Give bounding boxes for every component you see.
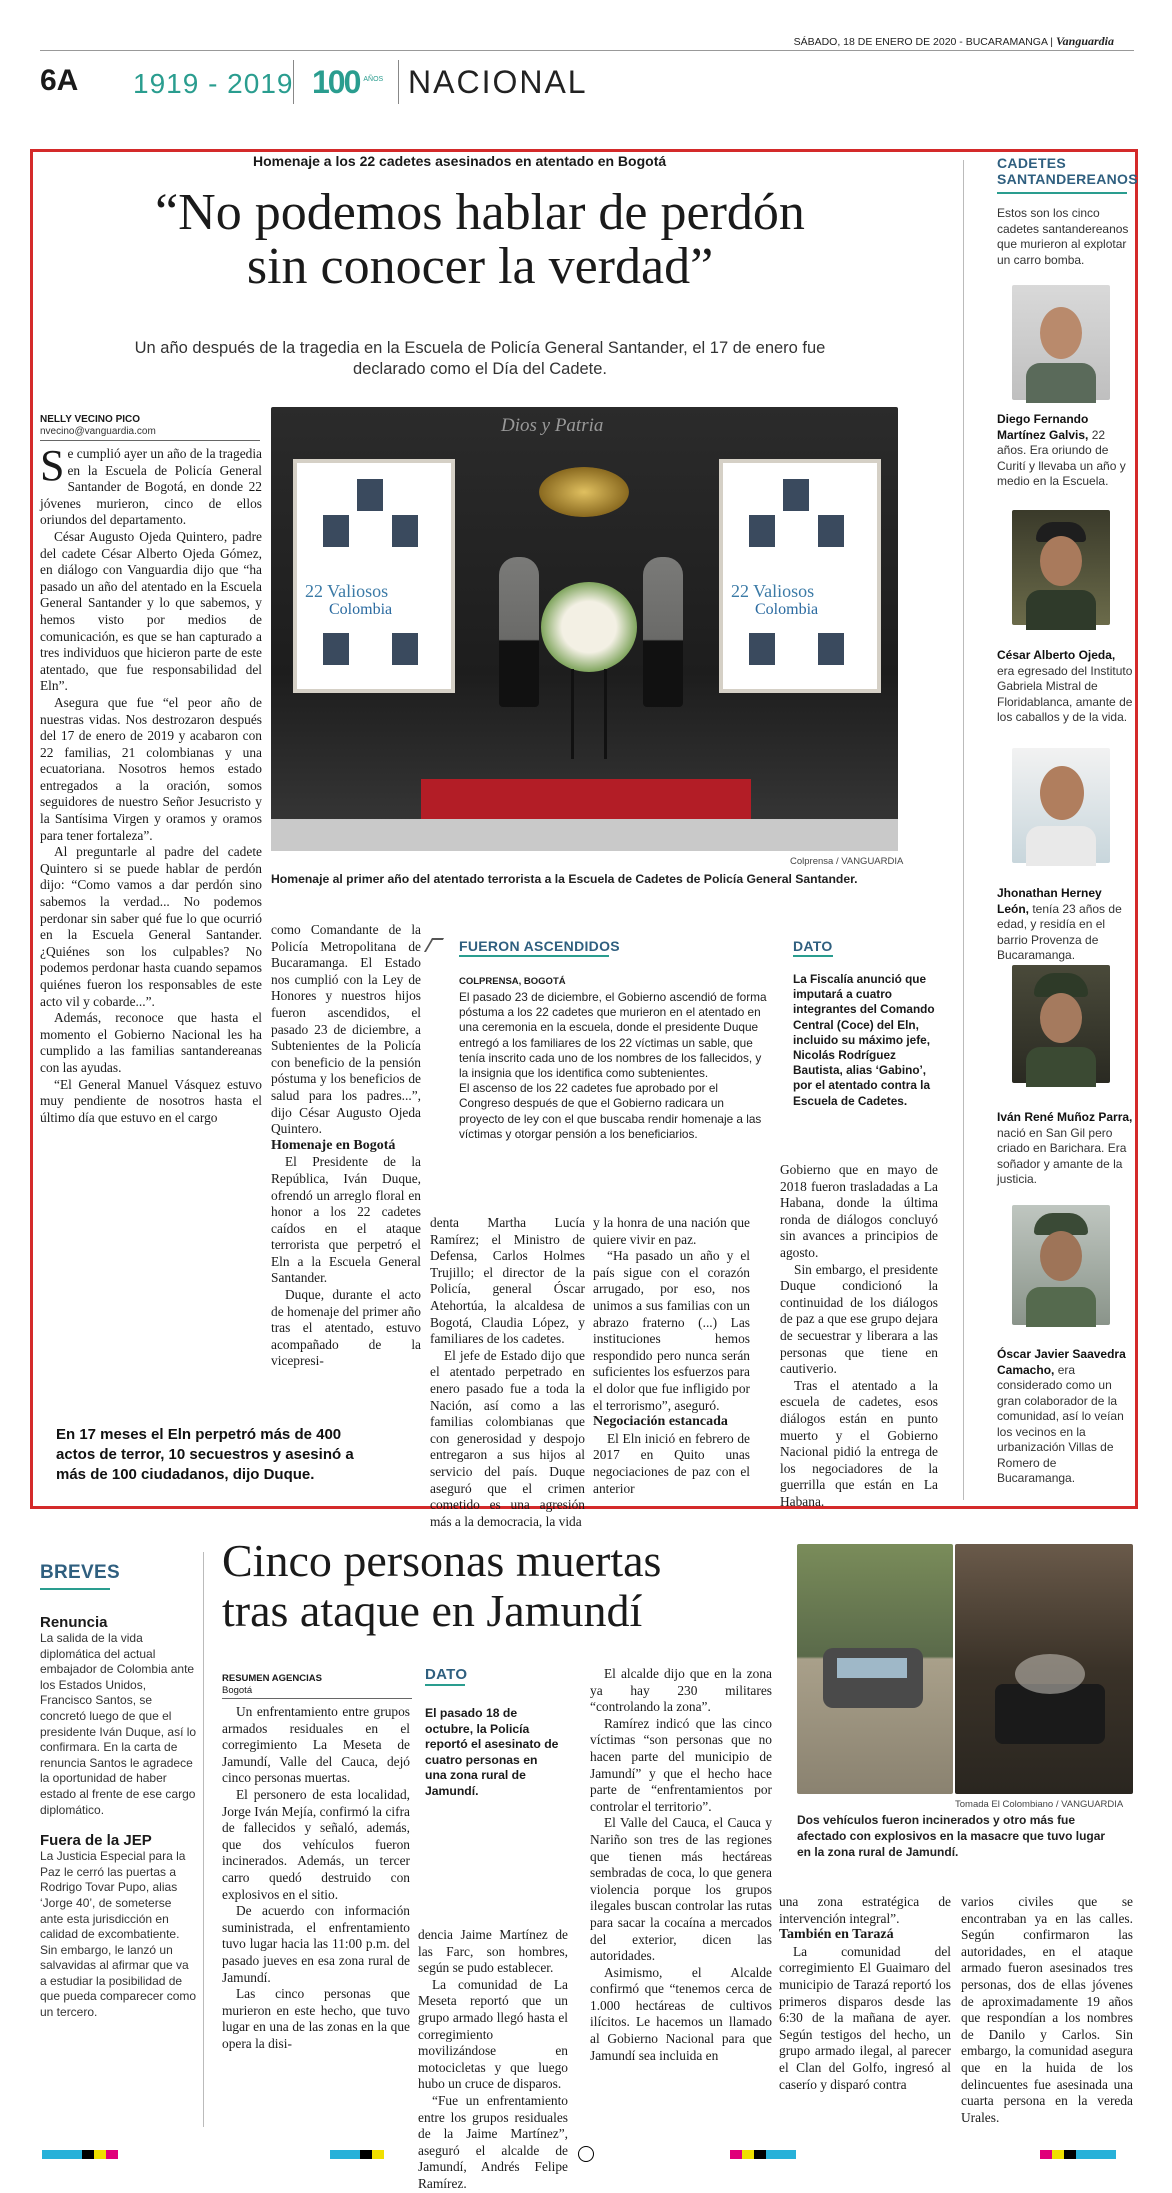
color-bar xyxy=(742,2150,754,2159)
paragraph: El Eln inició en febrero de 2017 en Quito unas negociaciones de paz con el anterior xyxy=(593,1430,750,1496)
paragraph: denta Martha Lucía Ramírez; el Ministro de Defensa, Carlos Holmes Trujillo; el director de la Policía, general Óscar Atehortúa, la alcaldesa de Bogotá, Claudia López, y familiares de los cadetes. xyxy=(430,1215,585,1347)
deck xyxy=(60,338,900,380)
paragraph: Un enfrentamiento entre grupos armados residuales en el corregimiento La Meseta de Jamundí, Valle del Cauca, dejó cinco personas muertas. xyxy=(222,1704,410,1786)
paragraph: Las cinco personas que murieron en este hecho, que tuvo lugar en una de las zonas en la que opera la disi- xyxy=(222,1986,410,2051)
breve-body: La salida de la vida diplomática del actual embajador de Colombia ante los Estados Unidos, Francisco Santos, se concretó luego de que el presidente Iván Duque, así lo confirmara. En la carta de renuncia Santos le agradece la oportunidad de haber estado al frente de ese cargo diplomático. xyxy=(40,1631,197,1817)
second-byline-rule xyxy=(222,1698,412,1699)
second-photo-right xyxy=(955,1544,1133,1794)
cadet-face xyxy=(1040,536,1082,586)
second-headline-line-2: tras ataque en Jamundí xyxy=(222,1585,643,1636)
paragraph: Además, reconoce que hasta el momento el Gobierno Nacional les ha cumplido a las familias santandereanas con las ayudas. xyxy=(40,1010,262,1075)
right-poster xyxy=(719,459,881,693)
section-name: NACIONAL xyxy=(408,64,588,100)
paragraph: una zona estratégica de intervención integral”. xyxy=(779,1894,951,1926)
second-dato-rule xyxy=(425,1684,465,1686)
paragraph: “Ha pasado un año y el país sigue con el corazón arrugado, por eso, nos unimos a sus familias con un abrazo fraterno (...) Las instituciones hemos respondido pero nunca serán suficientes los esfuerzos para el dolor que fue infligido por el terrorismo”, aseguró. xyxy=(593,1248,750,1413)
byline: NELLY VECINO PICO xyxy=(40,414,141,425)
color-bar xyxy=(730,2150,742,2159)
poster-title: 22 Valiosos xyxy=(731,581,815,601)
paragraph: El alcalde dijo que en la zona ya hay 230 militares “controlando la zona”. xyxy=(590,1666,772,1715)
breves-title-rule xyxy=(40,1588,110,1590)
paragraph: El Valle del Cauca, el Cauca y Nariño son tres de las regiones que tienen más hectáreas sembradas de coca, lo que genera violencia porque los grupos ilegales buscan controlar las rutas para sacar la cocaína a mercados del exterior, dicen las autoridades. xyxy=(590,1815,772,1964)
paragraph: Al preguntarle al padre del cadete Quintero si se puede hablar de perdón dijo: “Como vamos a dar perdón sino sabemos la verdad... No podemos perdonar sin saber qué fue lo que ocurrió en la Escuela General Santander. ¿Quiénes son los culpables? No podemos perdonar hasta cuando sepamos quiénes fueron los responsables de este acto vil y cobarde...”. xyxy=(40,844,262,1009)
dato-body: La Fiscalía anunció que imputará a cuatro integrantes del Comando Central (Coce) del Eln, incluido su máximo jefe, Nicolás Rodríguez Bautista, alias ‘Gabino’, por el atentado contra la Escuela de Cadetes. xyxy=(793,972,935,1108)
paragraph: El Presidente de la República, Iván Duque, ofrendó un arreglo floral en honor a los 22 cadetes caídos en el ataque terrorista que perpetró el Eln a la Escuela General Santander. xyxy=(271,1154,421,1286)
poster-portrait xyxy=(783,479,809,511)
sidebar-divider xyxy=(963,160,964,1500)
ascendidos-paragraph: El ascenso de los 22 cadetes fue aprobado por el Congreso después de que el Gobierno radicara un proyecto de ley con el que buscaba rendir homenaje a las víctimas y otorgar pensión a los beneficiarios. xyxy=(459,1081,762,1141)
ascendidos-title: FUERON ASCENDIDOS xyxy=(459,938,620,954)
breve-body: La Justicia Especial para la Paz le cerró las puertas a Rodrigo Tovar Pupo, alias ‘Jorge 40’, de someterse ante esta jurisdicción en calidad de excombatiente. Sin embargo, le lanzó un salvavidas al afirmar que va a estudiar la posibilidad de que pueda comparecer como un tercero. xyxy=(40,1849,197,2020)
second-byline: RESUMEN AGENCIAS xyxy=(222,1673,322,1684)
cadet-caption xyxy=(997,648,1135,726)
ascendidos-paragraph: El pasado 23 de diciembre, el Gobierno ascendió de forma póstuma a los 22 cadetes que murieron en el atentado en una ceremonia en la escuela, donde el presidente Duque entregó a los familiares de los 22 víctimas un sable, que tenía inscrito cada uno de los nombres de los fallecidos, y la insignia que los identifica como subtenientes. xyxy=(459,990,767,1081)
header-divider-2 xyxy=(398,60,399,104)
second-headline-line-1: Cinco personas muertas xyxy=(222,1535,662,1586)
brand-name: Vanguardia xyxy=(1055,34,1114,48)
main-photo-credit: Colprensa / VANGUARDIA xyxy=(790,856,904,867)
paragraph: La comunidad de La Meseta reportó que un grupo armado llegó hasta el corregimiento movilizándose en motocicletas y que luego hubo un cruce de disparos. xyxy=(418,1976,568,2092)
cadet-name: Jhonathan Herney León, xyxy=(997,886,1102,916)
ascendidos-source: COLPRENSA, BOGOTÁ xyxy=(459,976,566,987)
breves-title: BREVES xyxy=(40,1562,120,1583)
breve-item xyxy=(40,1832,197,2021)
color-bar xyxy=(106,2150,118,2159)
poster-portrait xyxy=(818,633,844,665)
subhead-taraza: También en Tarazá xyxy=(779,1927,894,1943)
poster-portrait xyxy=(323,633,349,665)
paragraph: La comunidad del corregimiento El Guaimaro del municipio de Tarazá reportó los primeros disparos desde las 6:30 de la mañana de ayer. Según testigos del hecho, un grupo armado ilegal, al parecer el Clan del Golfo, ingresó al caserío y disparó contra xyxy=(779,1943,951,2092)
date-text: SÁBADO, 18 DE ENERO DE 2020 - BUCARAMANGA | xyxy=(793,36,1054,48)
main-photo xyxy=(271,407,898,851)
paragraph: El personero de esta localidad, Jorge Iván Mejía, confirmó la cifra de fallecidos y señaló, además, que dos vehículos fueron incinerados. Además, un tercer carro quedó destruido con explosivos en el sitio. xyxy=(222,1786,410,1902)
paragraph: “Fue un enfrentamiento entre los grupos residuales de la Jaime Martínez”, aseguró el alcalde de Jamundí, Andrés Felipe Ramírez. xyxy=(418,2092,568,2191)
body-column-2 xyxy=(271,922,421,1370)
breves-divider xyxy=(203,1552,204,2127)
second-column-5 xyxy=(961,1894,1133,2126)
cadet-bio: nació en San Gil pero criado en Barichara. Era soñador y amante de la justicia. xyxy=(997,1125,1127,1186)
kicker: Homenaje a los 22 cadetes asesinados en atentado en Bogotá xyxy=(253,153,667,169)
poster-portrait xyxy=(749,633,775,665)
cadet-photo xyxy=(1012,748,1110,863)
header-rule xyxy=(40,50,1134,51)
deck-line-1: Un año después de la tragedia en la Escuela de Policía General Santander, el 17 de enero fue xyxy=(134,339,826,357)
second-photo-caption: Dos vehículos fueron incinerados y otro más fue afectado con explosivos en la masacre que tuvo lugar en la zona rural de Jamundí. xyxy=(797,1813,1106,1859)
smoke xyxy=(1015,1654,1085,1694)
second-photo-credit: Tomada El Colombiano / VANGUARDIA xyxy=(955,1799,1124,1810)
paragraph: Asegura que fue “el peor año de nuestras vidas. Nos destrozaron después del 17 de enero de 2019 y acabaron con 22 familias, 21 colombianas y una ecuatoriana. Nosotros hemos estado entregados a la oración, somos seguidores de nuestro Señor Jesucristo y la Santísima Virgen y oramos y oramos para tener fortaleza”. xyxy=(40,694,262,843)
cadet-face xyxy=(1040,1231,1082,1281)
sidebar-title-line-2: SANTANDEREANOS xyxy=(997,171,1138,187)
centennial-logo xyxy=(312,64,383,100)
poster-subtitle: Colombia xyxy=(329,601,393,618)
cadet-photo xyxy=(1012,510,1110,625)
cadet-bio: era egresado del Instituto Gabriela Mistral de Floridablanca, amante de los caballos y de la vida. xyxy=(997,663,1133,724)
body-column-3 xyxy=(430,1215,585,1530)
cadet-photo xyxy=(1012,965,1110,1083)
second-column-3 xyxy=(590,1666,772,2064)
cadet-caption xyxy=(997,412,1135,490)
burnt-car xyxy=(823,1648,923,1708)
body-column-1 xyxy=(40,441,262,1126)
ascendidos-body xyxy=(459,990,767,1142)
registration-mark xyxy=(578,2146,594,2162)
paragraph: Tras el atentado a la escuela de cadetes, esos diálogos están en punto muerto y el Gobierno Nacional pidió la entrega de los negociadores de la guerrilla que están en La Habana. xyxy=(780,1377,938,1509)
paragraph: Ramírez indicó que las cinco víctimas “son personas que no hacen parte del municipio de Jamundí” y que el hecho hace parte de “enfrentamientos por controlar el territorio”. xyxy=(590,1715,772,1814)
second-column-2 xyxy=(418,1927,568,2193)
main-photo-caption: Homenaje al primer año del atentado terrorista a la Escuela de Cadetes de Policía General Santander. xyxy=(271,872,858,886)
cadet-bio: era considerado como un gran colaborador de la comunidad, así lo veían los vecinos en la urbanización Villas de Romero de Bucaramanga. xyxy=(997,1362,1124,1485)
poster-portrait xyxy=(818,515,844,547)
cadet-uniform xyxy=(1026,1287,1096,1327)
photo-wall-sign: Dios y Patria xyxy=(501,415,604,436)
breve-head: Renuncia xyxy=(40,1614,108,1631)
car-window xyxy=(837,1658,907,1678)
paragraph: e cumplió ayer un año de la tragedia en la Escuela de Policía General Santander de Bogotá, en donde 22 jóvenes murieron, cinco de ellos oriundos del departamento. xyxy=(40,446,262,528)
color-bar xyxy=(372,2150,384,2159)
cadet-name: Óscar Javier Saavedra Camacho, xyxy=(997,1347,1126,1377)
right-cadet xyxy=(643,557,683,707)
color-bar xyxy=(330,2150,360,2159)
paragraph: Sin embargo, el presidente Duque condicionó la continuidad de los diálogos de paz a que ese grupo dejara de secuestrar y liberara a las personas que tiene en cautiverio. xyxy=(780,1261,938,1377)
cadet-face xyxy=(1040,993,1082,1043)
wreath-stand xyxy=(571,669,607,759)
byline-rule xyxy=(40,440,260,441)
poster-portrait xyxy=(392,633,418,665)
cadet-bio: tenía 23 años de edad, y residía en el barrio Provenza de Bucaramanga. xyxy=(997,901,1122,962)
cadet-uniform xyxy=(1026,363,1096,403)
paragraph: como Comandante de la Policía Metropolitana de Bucaramanga. El Estado nos cumplió con la Ley de Honores y nuestros hijos fueron ascendidos, el pasado 23 de diciembre, a Subtenientes de la Policía con beneficio de la pensión póstuma y los beneficios de salud para los padres...”, dijo César Augusto Ojeda Quintero. xyxy=(271,922,421,1137)
second-dato-title: DATO xyxy=(425,1666,468,1683)
poster-portrait xyxy=(323,515,349,547)
pull-quote: En 17 meses el Eln perpetró más de 400 actos de terror, 10 secuestros y asesinó a más de 100 ciudadanos, dijo Duque. xyxy=(56,1426,354,1483)
cadet-photo xyxy=(1012,285,1110,400)
breves-list xyxy=(40,1614,197,2021)
cadet-name: Diego Fernando Martínez Galvis, xyxy=(997,412,1089,442)
second-column-4 xyxy=(779,1894,951,2093)
sidebar-title xyxy=(997,155,1138,187)
drop-cap: S xyxy=(40,441,65,490)
poster-portrait xyxy=(357,479,383,511)
color-bar xyxy=(42,2150,82,2159)
left-poster xyxy=(293,459,455,693)
body-column-5 xyxy=(780,1162,938,1510)
color-bar xyxy=(1040,2150,1052,2159)
cadet-name: Iván René Muñoz Parra, xyxy=(997,1110,1133,1124)
subhead-homenaje: Homenaje en Bogotá xyxy=(271,1137,396,1153)
cadet-uniform xyxy=(1026,1047,1096,1087)
paragraph: Duque, durante el acto de homenaje del primer año tras el atentado, estuvo acompañado de la vicepresi- xyxy=(271,1287,421,1369)
paragraph: Gobierno que en mayo de 2018 fueron trasladadas a La Habana, donde la última ronda de diálogos concluyó sin avances a principios de agosto. xyxy=(780,1162,938,1260)
ascendidos-title-rule xyxy=(459,955,609,957)
color-bar xyxy=(1064,2150,1076,2159)
poster-portrait xyxy=(749,515,775,547)
poster-portrait xyxy=(392,515,418,547)
left-cadet xyxy=(499,557,539,707)
paragraph: De acuerdo con información suministrada, el enfrentamiento tuvo lugar hacia las 11:00 p.m. del pasado jueves en esa zona rural de Jamundí. xyxy=(222,1903,410,1985)
paragraph: dencia Jaime Martínez de las Farc, son hombres, según se pudo establecer. xyxy=(418,1927,568,1976)
color-bar xyxy=(766,2150,796,2159)
color-bar xyxy=(754,2150,766,2159)
poster-subtitle: Colombia xyxy=(755,601,819,618)
logo-digits: 100 xyxy=(312,64,360,100)
breve-item xyxy=(40,1614,197,1818)
subhead-negociacion: Negociación estancada xyxy=(593,1414,728,1430)
cadet-uniform xyxy=(1026,590,1096,630)
paragraph: Asimismo, el Alcalde confirmó que “tenemos cerca de 1.000 hectáreas de cultivos ilícitos. Le hacemos un llamado al Gobierno Nacional para que Jamundí sea incluida en xyxy=(590,1964,772,2063)
cadet-bio: 22 años. Era oriundo de Curití y llevaba un año y medio en la Escuela. xyxy=(997,427,1126,488)
second-headline xyxy=(222,1536,661,1636)
color-bar xyxy=(82,2150,94,2159)
headline xyxy=(60,186,900,294)
floor xyxy=(271,819,898,851)
paragraph: “El General Manuel Vásquez estuvo muy pendiente de nosotros hasta el último día que estuvo en el cargo xyxy=(40,1076,262,1125)
cadet-caption xyxy=(997,1110,1135,1188)
cadet-face xyxy=(1040,307,1082,359)
cadet-photo xyxy=(1012,1205,1110,1325)
second-place: Bogotá xyxy=(222,1685,253,1696)
sidebar-title-rule xyxy=(997,192,1127,194)
sidebar-title-line-1: CADETES xyxy=(997,155,1066,171)
color-bar xyxy=(1052,2150,1064,2159)
color-bar xyxy=(94,2150,106,2159)
body-column-4 xyxy=(593,1215,750,1497)
paragraph: César Augusto Ojeda Quintero, padre del cadete César Alberto Ojeda Gómez, en diálogo con Vanguardia dijo que “ha pasado un año del atentado en la Escuela General Santander y lo que sabemos, y hemos visto por medios de comunicación, es que se han capturado a tres individuos que hicieron parte de este atentado, que fue responsabilidad del Eln”. xyxy=(40,528,262,694)
dato-title: DATO xyxy=(793,938,833,954)
flower-wreath xyxy=(541,582,637,672)
page-number: 6A xyxy=(40,64,79,97)
cadet-uniform xyxy=(1026,826,1096,866)
logo-years-text: AÑOS xyxy=(363,76,384,83)
header-divider-1 xyxy=(293,60,294,104)
paragraph: y la honra de una nación que quiere vivir en paz. xyxy=(593,1215,750,1247)
cadet-name: César Alberto Ojeda, xyxy=(997,648,1116,662)
paragraph: varios civiles que se encontraban ya en las calles. Según confirmaron las autoridades, en el ataque armado fueron asesinados tres personas, dos de ellas jóvenes de aproximadamente 19 años que respondían a los nombres de Danilo y Carlos. Sin embargo, la comunidad asegura que en la huida de los delincuentes fue asesinada una cuarta persona en la vereda Urales. xyxy=(961,1894,1133,2125)
cadet-caption xyxy=(997,886,1135,964)
sidebar-intro: Estos son los cinco cadetes santandereanos que murieron al explotar un carro bomba. xyxy=(997,206,1129,267)
emblem xyxy=(539,467,629,517)
breve-head: Fuera de la JEP xyxy=(40,1832,152,1850)
color-bar xyxy=(1076,2150,1116,2159)
red-carpet xyxy=(421,779,751,819)
color-bar xyxy=(360,2150,372,2159)
second-column-1 xyxy=(222,1704,410,2052)
byline-email: nvecino@vanguardia.com xyxy=(40,426,156,437)
date-line xyxy=(794,34,1114,49)
second-dato-body: El pasado 18 de octubre, la Policía reportó el asesinato de cuatro personas en una zona rural de Jamundí. xyxy=(425,1706,559,1798)
dato-title-rule xyxy=(793,955,833,957)
anniversary-years: 1919 - 2019 xyxy=(133,68,294,99)
paragraph: El jefe de Estado dijo que el atentado perpetrado en enero pasado fue a toda la Nación, así como a las familias colombianas que con generosidad y despojo entregaron a sus hijos al servicio del país. Duque aseguró que el crimen cometido es una agresión más a la democracia, la vida xyxy=(430,1347,585,1529)
deck-line-2: declarado como el Día del Cadete. xyxy=(352,360,608,378)
cadet-caption xyxy=(997,1347,1135,1487)
second-photo-left xyxy=(797,1544,953,1794)
headline-line-2: sin conocer la verdad” xyxy=(246,238,714,295)
headline-line-1: “No podemos hablar de perdón xyxy=(155,184,805,241)
poster-title: 22 Valiosos xyxy=(305,581,389,601)
cadet-face xyxy=(1040,766,1084,820)
